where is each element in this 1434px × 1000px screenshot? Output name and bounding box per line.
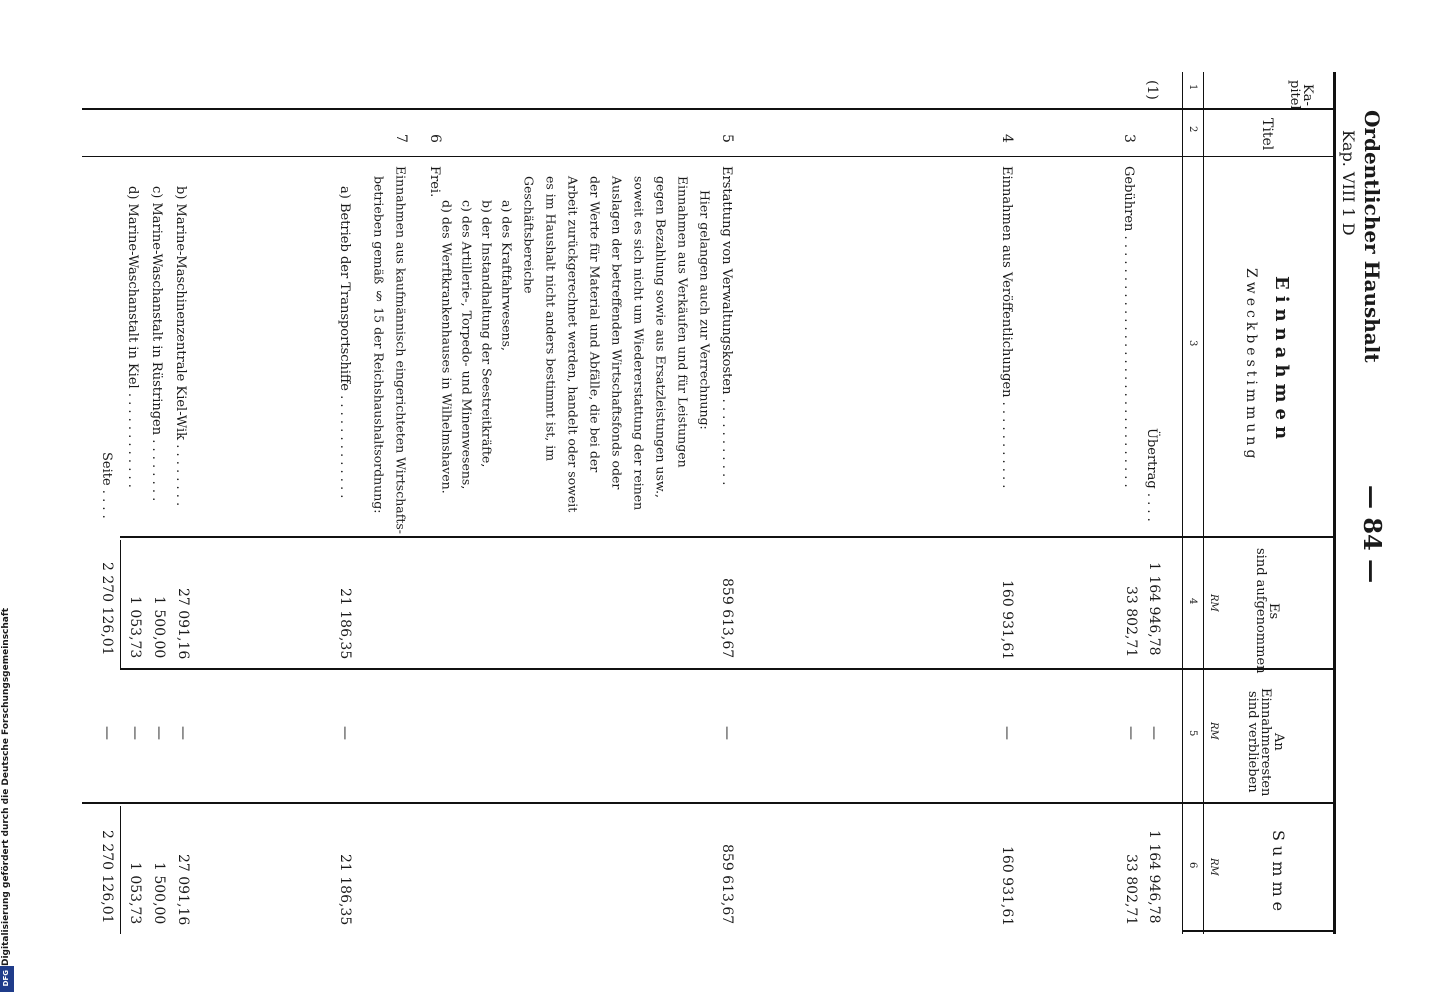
titel-7c-text: c) Marine-Waschanstalt in Rüstringen . . . . . . . . — [149, 186, 164, 502]
currency-label-5: RM — [1208, 722, 1219, 740]
titel-5-line-10: a) des Kraftfahrwesens, — [499, 200, 515, 351]
table-right-rule — [1182, 930, 1336, 932]
col-number-5: 5 — [1187, 730, 1198, 737]
titel-7-number: 7 — [393, 134, 409, 143]
titel-7a-text: a) Betrieb der Transportschiffe . . . . . . . . . . . . . — [337, 186, 352, 499]
titel-7a-amount: 21 186,35 — [337, 588, 353, 660]
currency-label-4: RM — [1208, 594, 1219, 612]
col-rule-reste — [82, 802, 1336, 804]
titel-7a-summe: 21 186,35 — [337, 854, 353, 926]
titel-4-summe: 160 931,61 — [999, 846, 1015, 927]
sum-rule-seite-2 — [120, 806, 121, 934]
table-top-rule — [1333, 72, 1336, 934]
titel-3-amount: 33 802,71 — [1123, 586, 1139, 658]
header-aufgenommen: Es sind aufgenommen — [1253, 548, 1281, 674]
titel-5-line-5: Auslagen der betreffenden Wirtschaftsfonds oder — [609, 176, 625, 490]
titel-7b-summe: 27 091,16 — [175, 854, 191, 926]
titel-7c-amount: 1 500,00 — [151, 596, 167, 659]
titel-3-reste-dash: — — [1123, 726, 1139, 740]
col-rule-text — [120, 536, 1336, 538]
col-number-2: 2 — [1187, 126, 1198, 133]
titel-5-line-1: Hier gelangen auch zur Verrechnung: — [697, 190, 713, 430]
titel-4-amount: 160 931,61 — [999, 580, 1015, 661]
chapter-label: Kap. VIII 1 D — [1339, 130, 1358, 236]
titel-5-amount: 859 613,67 — [719, 578, 735, 659]
titel-3-summe: 33 802,71 — [1123, 854, 1139, 926]
titel-5-line-0: Erstattung von Verwaltungskosten . . . . . . . . . . . — [719, 166, 734, 486]
titel-5-line-11: b) der Instandhaltung der Seestreitkräfte, — [479, 200, 495, 468]
titel-7-line-1: betrieben gemäß § 15 der Reichshaushaltsordnung: — [371, 176, 387, 514]
running-title: Ordentlicher Haushalt — [1360, 110, 1384, 363]
dfg-logo: DFG — [0, 966, 14, 992]
titel-7d-text: d) Marine-Waschanstalt in Kiel . . . . . . . . . . . . — [125, 186, 140, 488]
titel-5-summe: 859 613,67 — [719, 844, 735, 925]
titel-7b-amount: 27 091,16 — [175, 588, 191, 660]
uebertrag-label: Übertrag . . . . — [1144, 428, 1159, 522]
titel-7b-text: b) Marine-Maschinenzentrale Kiel-Wik . . . . . . . . — [173, 186, 188, 507]
uebertrag-amount: 1 164 946,78 — [1146, 562, 1162, 656]
col-number-3: 3 — [1187, 340, 1198, 347]
col-rule-titel — [82, 156, 1336, 157]
kapitel-ref: (1) — [1144, 80, 1160, 100]
titel-4-text: Einnahmen aus Veröffentlichungen . . . . . . . . . . . — [999, 166, 1014, 489]
titel-7c-summe: 1 500,00 — [151, 862, 167, 925]
titel-3-number: 3 — [1121, 134, 1137, 143]
header-titel: Titel — [1259, 118, 1275, 151]
col-number-4: 4 — [1187, 598, 1198, 605]
uebertrag-summe: 1 164 946,78 — [1146, 830, 1162, 924]
sum-rule-seite — [120, 540, 121, 668]
titel-5-number: 5 — [719, 134, 735, 143]
titel-5-line-4: soweit es sich nicht um Wiedererstattung der reinen — [631, 176, 647, 511]
numbers-row-rule — [1182, 72, 1183, 934]
titel-5-line-9: Geschäftsbereiche — [521, 176, 537, 294]
titel-6-number: 6 — [427, 134, 443, 143]
col-number-1: 1 — [1187, 84, 1198, 91]
titel-5-line-8: es im Haushalt nicht anders bestimmt ist, im — [543, 176, 559, 462]
seite-label: Seite . . . . — [99, 452, 114, 519]
titel-7d-reste-dash: — — [127, 726, 143, 740]
header-summe: Summe — [1269, 830, 1288, 917]
titel-5-reste-dash: — — [719, 726, 735, 740]
header-zweckbestimmung: Zweckbestimmung — [1243, 268, 1259, 463]
titel-4-number: 4 — [999, 134, 1015, 143]
titel-6-text: Frei. — [427, 166, 442, 198]
seite-amount: 2 270 126,01 — [99, 562, 115, 656]
titel-3-text: Gebühren . . . . . . . . . . . . . . . . . . . . . . . . . . . . . . . — [1121, 166, 1136, 488]
titel-5-line-2: Einnahmen aus Verkäufen und für Leistungen — [675, 176, 691, 468]
currency-label-6: RM — [1208, 858, 1219, 876]
titel-7b-reste-dash: — — [175, 726, 191, 740]
titel-5-line-3: gegen Bezahlung sowie aus Ersatzleistungen usw., — [653, 176, 669, 499]
col-number-6: 6 — [1187, 862, 1198, 869]
titel-7-line-0: Einnahmen aus kaufmännisch eingerichteten Wirtschafts- — [393, 166, 409, 535]
header-kapitel: Ka- pitel — [1287, 80, 1315, 110]
header-einnahmereste: An Einnahmeresten sind verblieben — [1245, 688, 1286, 797]
titel-5-line-12: c) des Artillerie-, Torpedo- und Minenwesens, — [459, 200, 475, 490]
seite-reste-dash: — — [99, 726, 115, 740]
digitization-credit: Digitalisierung gefördert durch die Deutsche Forschungsgemeinschaft — [1, 607, 11, 966]
header-einnahmen: Einnahmen — [1271, 276, 1292, 446]
titel-7d-amount: 1 053,73 — [127, 596, 143, 659]
titel-7d-summe: 1 053,73 — [127, 862, 143, 925]
titel-4-reste-dash: — — [999, 726, 1015, 740]
page-number: — 84 — — [1358, 485, 1387, 584]
titel-5-line-13: d) des Werftkrankenhauses in Wilhelmshaven. — [439, 200, 455, 494]
numbers-row-rule-2 — [1203, 72, 1204, 934]
titel-7c-reste-dash: — — [151, 726, 167, 740]
titel-7a-reste-dash: — — [337, 726, 353, 740]
uebertrag-reste-dash: — — [1146, 726, 1162, 740]
titel-5-line-6: der Werte für Material und Abfälle, die bei der — [587, 176, 603, 473]
seite-summe: 2 270 126,01 — [99, 830, 115, 924]
titel-5-line-7: Arbeit zurückgerechnet werden, handelt oder soweit — [565, 176, 581, 513]
col-rule-aufgenommen — [120, 668, 1336, 670]
col-rule-kapitel — [82, 108, 1336, 110]
